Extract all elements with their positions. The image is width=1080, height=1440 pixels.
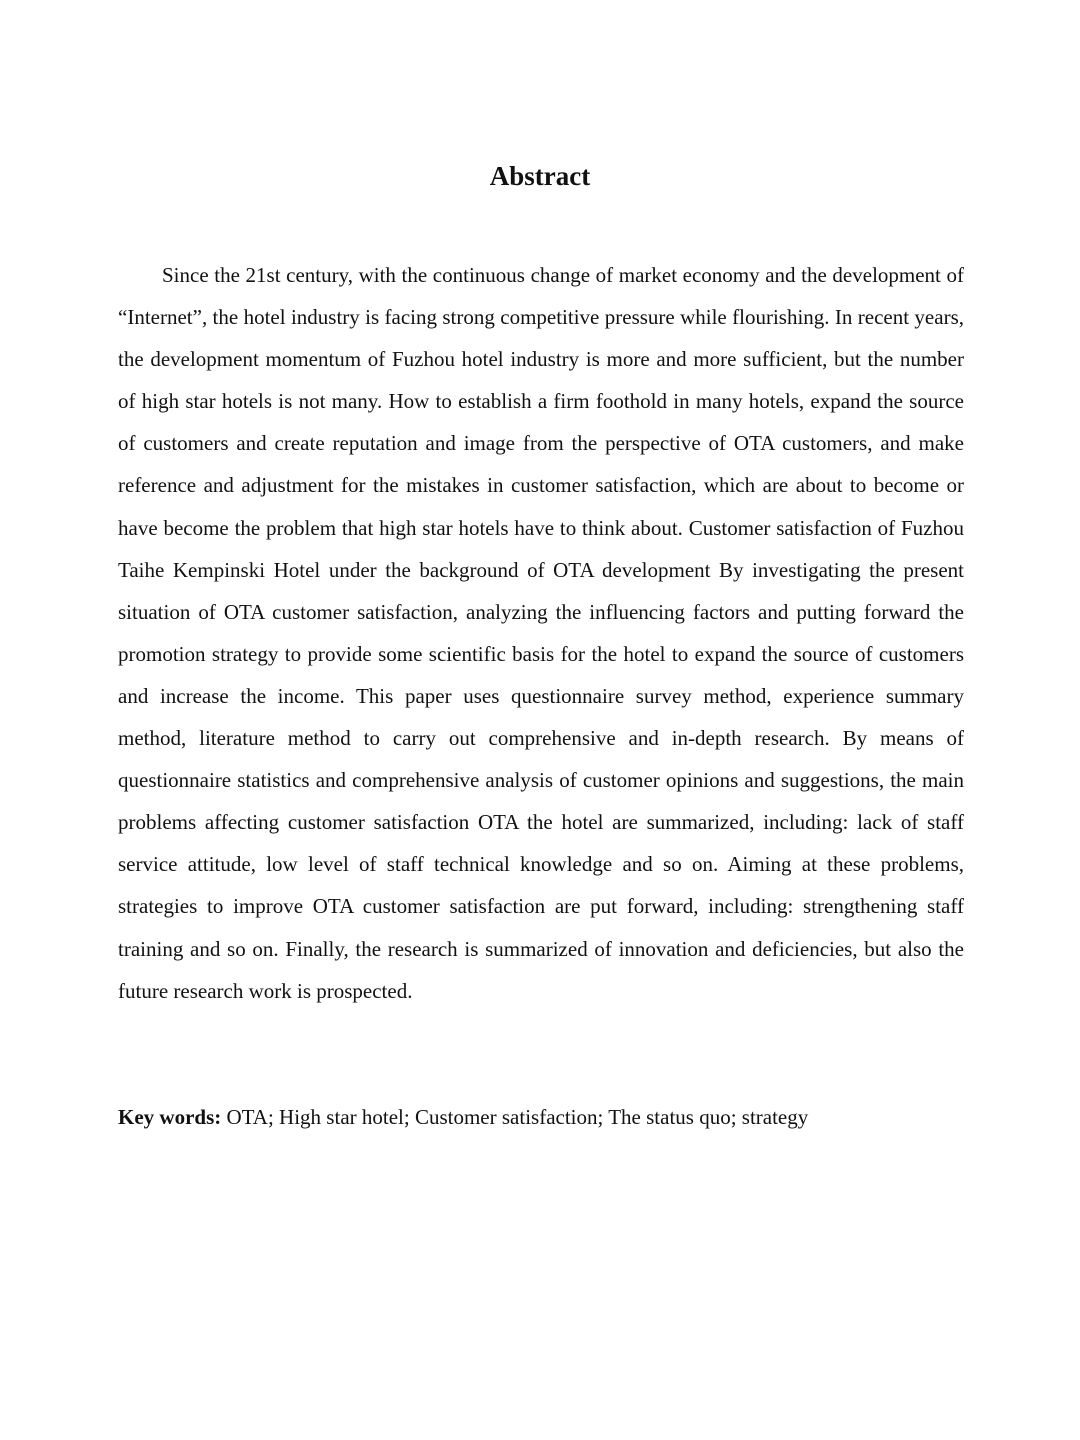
abstract-heading: Abstract	[489, 161, 591, 191]
keywords-label: Key words:	[118, 1105, 222, 1129]
abstract-paragraph: Since the 21st century, with the continuous change of market economy and the development of “Internet”, the hotel industry is facing strong competitive pressure while flourishing. In recent years, the development momentum of Fuzhou hotel industry is more and more sufficient, but the number of high star hotels is not many. How to establish a firm foothold in many hotels, expand the source of customers and create reputation and image from the perspective of OTA customers, and make reference and adjustment for the mistakes in customer satisfaction, which are about to become or have become the problem that high star hotels have to think about. Customer satisfaction of Fuzhou Taihe Kempinski Hotel under the background of OTA development By investigating the present situation of OTA customer satisfaction, analyzing the influencing factors and putting forward the promotion strategy to provide some scientific basis for the hotel to expand the source of customers and increase the income. This paper uses questionnaire survey method, experience summary method, literature method to carry out comprehensive and in-depth research. By means of questionnaire statistics and comprehensive analysis of customer opinions and suggestions, the main problems affecting customer satisfaction OTA the hotel are summarized, including: lack of staff service attitude, low level of staff technical knowledge and so on. Aiming at these problems, strategies to improve OTA customer satisfaction are put forward, including: strengthening staff training and so on. Finally, the research is summarized of innovation and deficiencies, but also the future research work is prospected.	[118, 263, 964, 1003]
keywords-line	[118, 1096, 964, 1138]
keywords-text: OTA; High star hotel; Customer satisfaction; The status quo; strategy	[226, 1105, 809, 1129]
